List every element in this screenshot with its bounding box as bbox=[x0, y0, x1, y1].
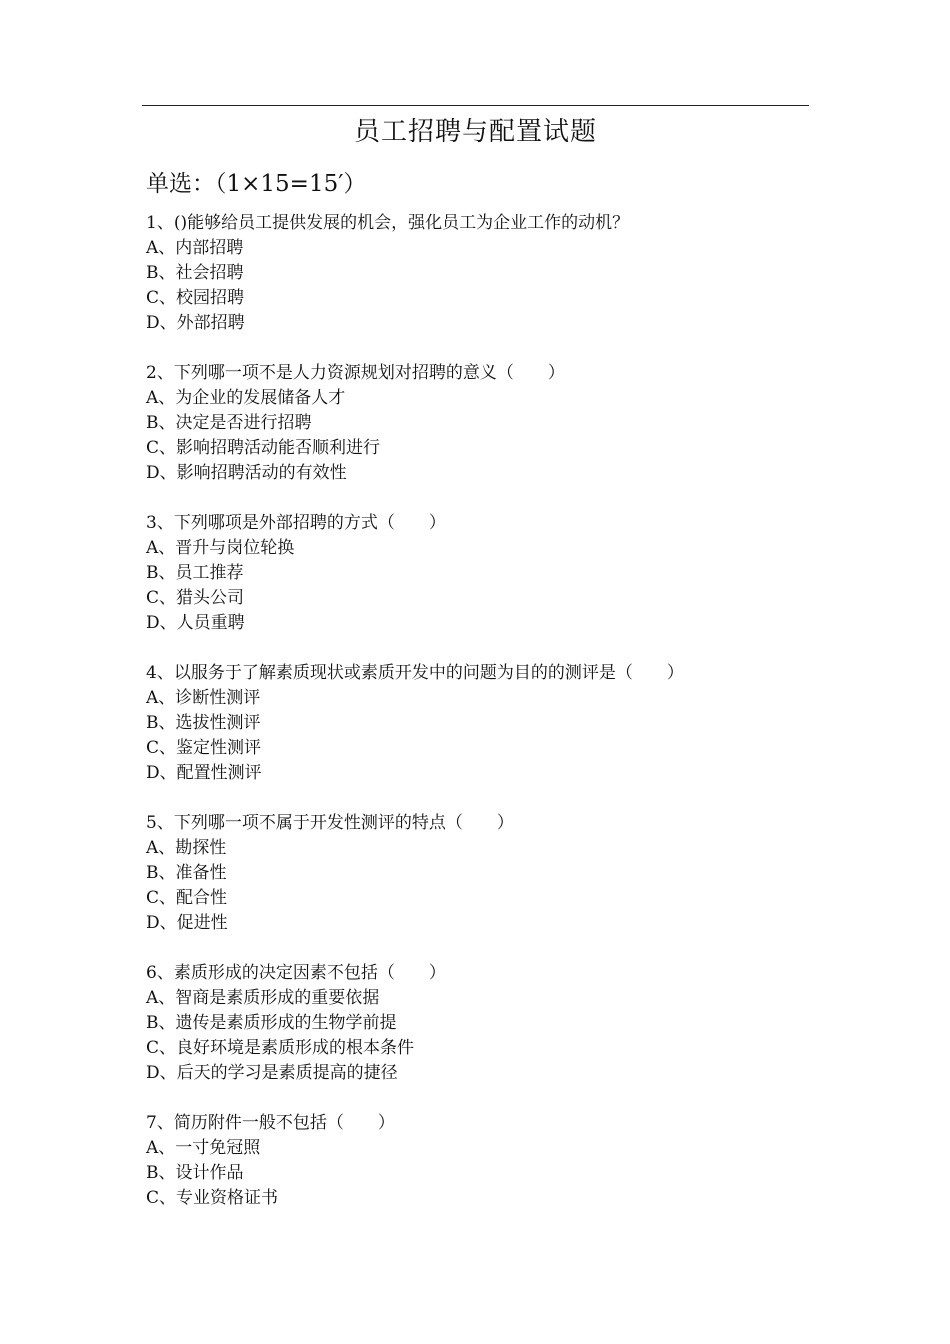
option-b: B、准备性 bbox=[146, 863, 227, 883]
option-c: C、校园招聘 bbox=[146, 288, 245, 308]
option-c: C、配合性 bbox=[146, 888, 228, 908]
question-4 bbox=[146, 661, 846, 786]
option-a: A、智商是素质形成的重要依据 bbox=[146, 988, 380, 1008]
option-b: B、选拔性测评 bbox=[146, 713, 261, 733]
option-d: D、促进性 bbox=[146, 913, 228, 933]
option-d: D、影响招聘活动的有效性 bbox=[146, 463, 347, 483]
option-a: A、勘探性 bbox=[146, 838, 227, 858]
option-c: C、专业资格证书 bbox=[146, 1188, 279, 1208]
question-text: 5、下列哪一项不属于开发性测评的特点（ ） bbox=[146, 813, 514, 833]
option-a: A、诊断性测评 bbox=[146, 688, 261, 708]
option-b: B、员工推荐 bbox=[146, 563, 244, 583]
option-b: B、决定是否进行招聘 bbox=[146, 413, 312, 433]
question-5 bbox=[146, 811, 846, 936]
question-text: 3、下列哪项是外部招聘的方式（ ） bbox=[146, 513, 446, 533]
option-a: A、内部招聘 bbox=[146, 238, 244, 258]
header-rule bbox=[142, 105, 809, 106]
option-d: D、人员重聘 bbox=[146, 613, 245, 633]
question-7 bbox=[146, 1111, 846, 1211]
document-title: 员工招聘与配置试题 bbox=[353, 117, 597, 147]
question-1 bbox=[146, 211, 846, 336]
question-2 bbox=[146, 361, 846, 486]
question-list bbox=[146, 211, 846, 1236]
option-a: A、一寸免冠照 bbox=[146, 1138, 261, 1158]
option-a: A、晋升与岗位轮换 bbox=[146, 538, 295, 558]
question-text: 4、以服务于了解素质现状或素质开发中的问题为目的的测评是（ ） bbox=[146, 663, 684, 683]
option-c: C、鉴定性测评 bbox=[146, 738, 262, 758]
option-c: C、良好环境是素质形成的根本条件 bbox=[146, 1038, 415, 1058]
option-b: B、社会招聘 bbox=[146, 263, 244, 283]
question-3 bbox=[146, 511, 846, 636]
question-text: 1、()能够给员工提供发展的机会，强化员工为企业工作的动机？ bbox=[146, 213, 630, 233]
option-c: C、猎头公司 bbox=[146, 588, 245, 608]
option-c: C、影响招聘活动能否顺利进行 bbox=[146, 438, 381, 458]
question-text: 6、素质形成的决定因素不包括（ ） bbox=[146, 963, 446, 983]
question-text: 2、下列哪一项不是人力资源规划对招聘的意义（ ） bbox=[146, 363, 565, 383]
question-6 bbox=[146, 961, 846, 1086]
option-d: D、配置性测评 bbox=[146, 763, 262, 783]
option-b: B、设计作品 bbox=[146, 1163, 244, 1183]
question-text: 7、简历附件一般不包括（ ） bbox=[146, 1113, 395, 1133]
option-b: B、遗传是素质形成的生物学前提 bbox=[146, 1013, 397, 1033]
section-heading: 单选：（1×15=15′） bbox=[146, 171, 367, 197]
option-d: D、外部招聘 bbox=[146, 313, 245, 333]
option-d: D、后天的学习是素质提高的捷径 bbox=[146, 1063, 398, 1083]
option-a: A、为企业的发展储备人才 bbox=[146, 388, 346, 408]
